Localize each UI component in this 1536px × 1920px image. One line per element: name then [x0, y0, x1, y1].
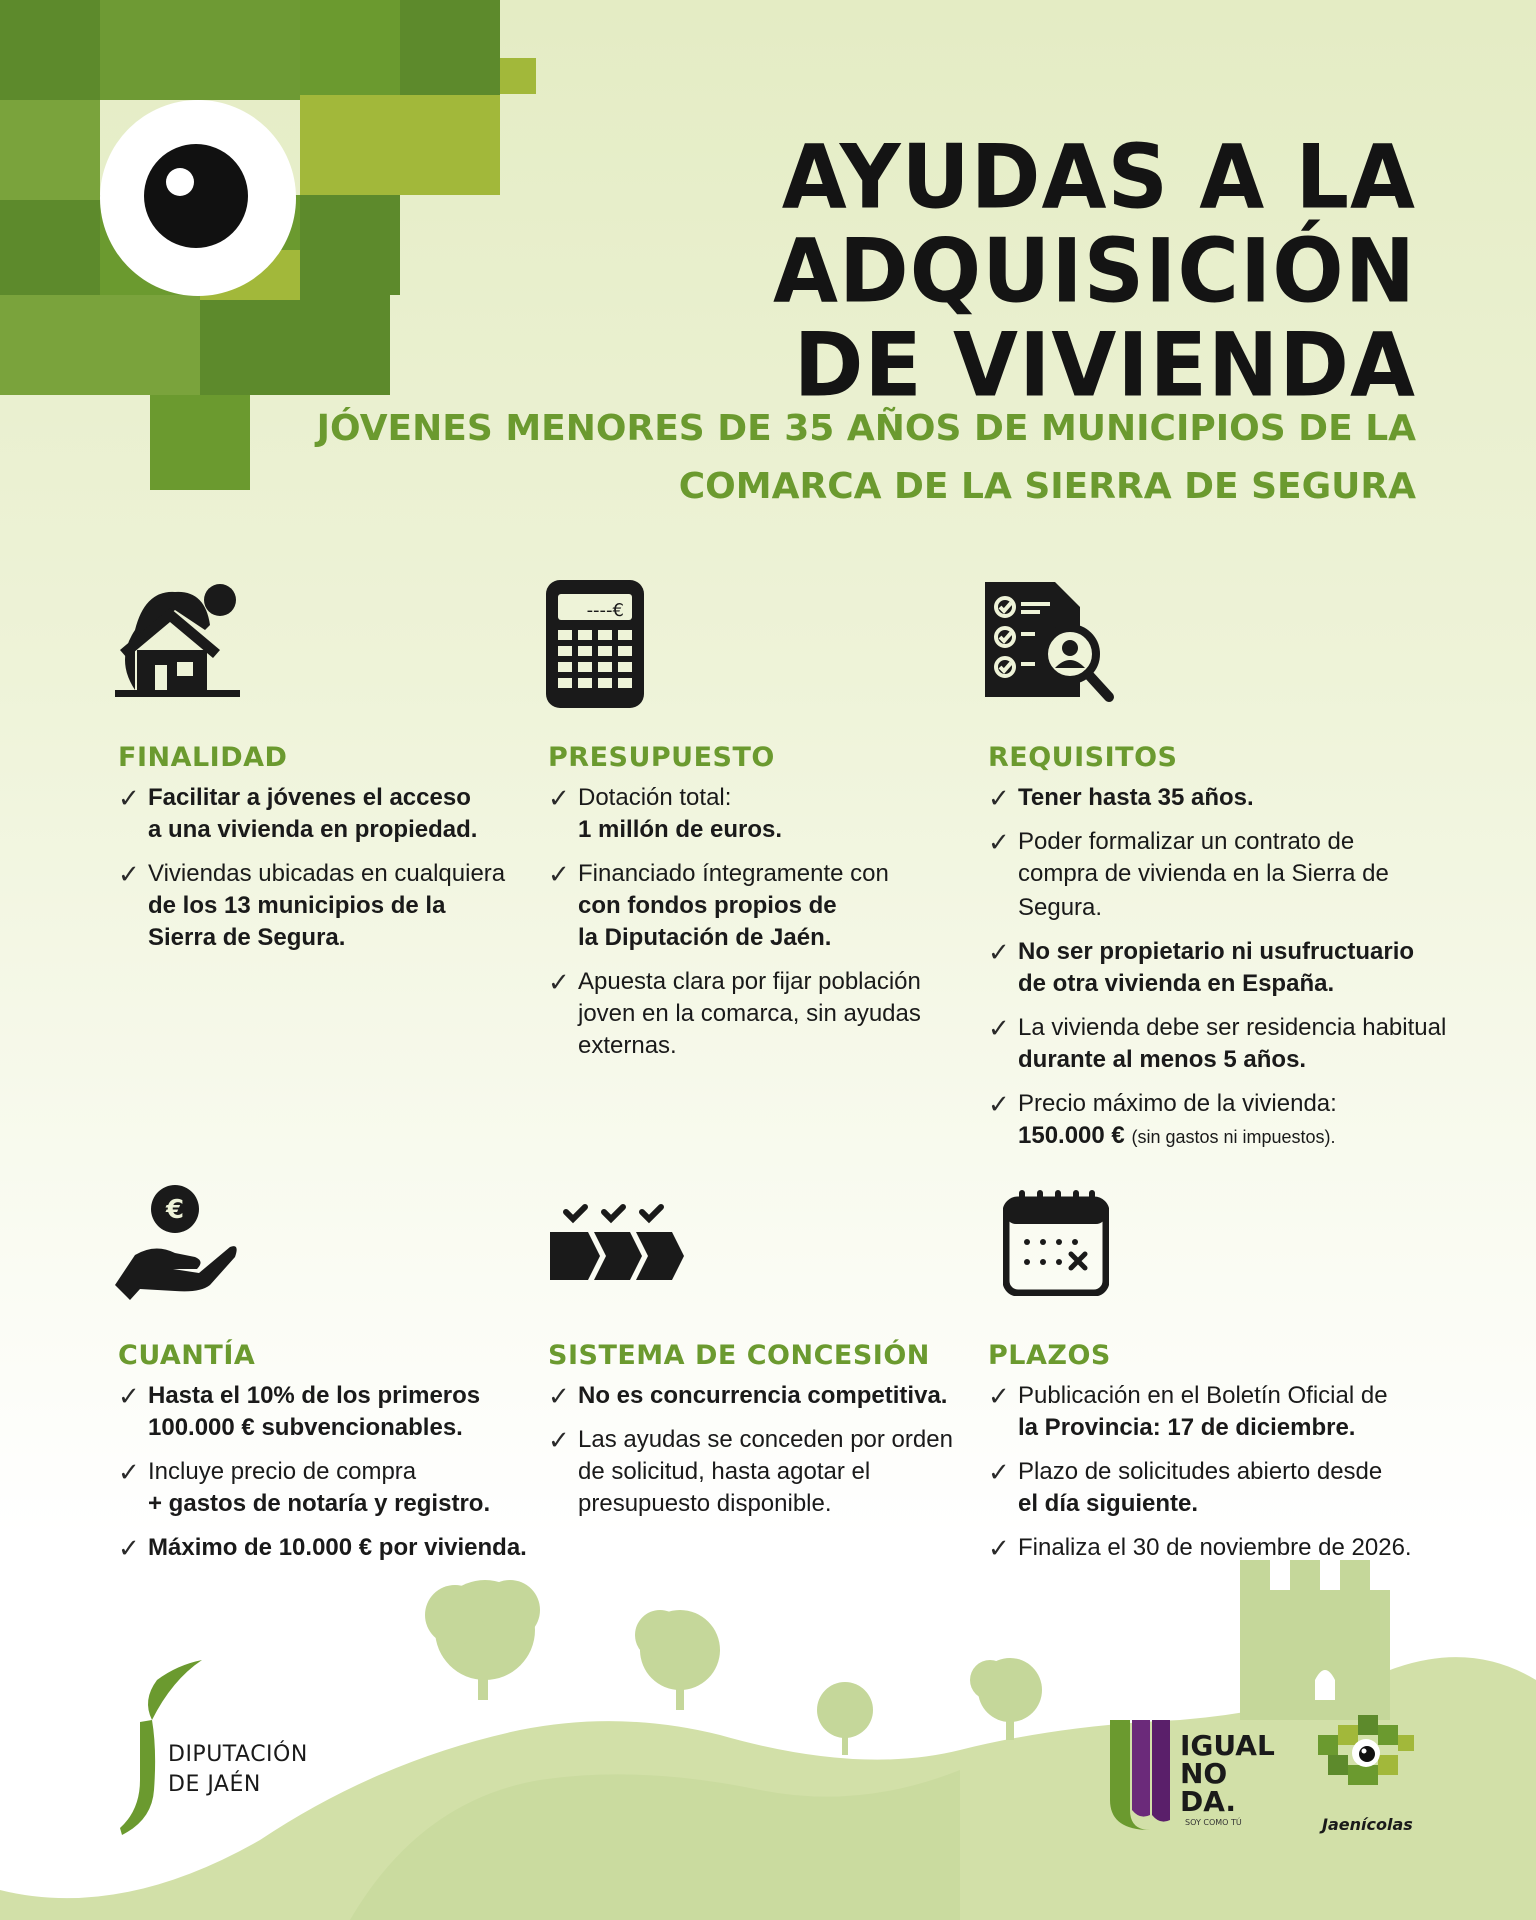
list-item: ✓ No es concurrencia competitiva. [548, 1379, 968, 1413]
list-item: ✓ La vivienda debe ser residencia habitual durante al menos 5 años. [988, 1011, 1458, 1077]
svg-text:€: € [165, 1195, 185, 1225]
calendar-icon [1003, 1190, 1109, 1296]
list-item: ✓ Dotación total: 1 millón de euros. [548, 781, 968, 847]
section-heading: REQUISITOS [988, 742, 1178, 773]
svg-text:----€: ----€ [586, 600, 624, 621]
page-subtitle: JÓVENES MENORES DE 35 AÑOS DE MUNICIPIOS DE LA COMARCA DE LA SIERRA DE SEGURA [316, 408, 1416, 507]
eye-icon [100, 100, 296, 296]
list-item: ✓ Precio máximo de la vivienda: 150.000 € (sin gastos ni impuestos). [988, 1087, 1458, 1154]
page-title: AYUDAS A LA ADQUISICIÓN DE VIVIENDA [773, 125, 1416, 417]
igual-no-da-text: IGUAL NO DA. [1180, 1729, 1275, 1818]
list-item: ✓ No ser propietario ni usufructuario de otra vivienda en España. [988, 935, 1458, 1001]
list-item: ✓ Finaliza el 30 de noviembre de 2026. [988, 1531, 1458, 1565]
diputacion-jaen-text: DIPUTACIÓN DE JAÉN [168, 1742, 308, 1797]
list-item: ✓ Plazo de solicitudes abierto desde el día siguiente. [988, 1455, 1458, 1521]
section-heading: PRESUPUESTO [548, 742, 775, 773]
section-sistema [548, 1340, 968, 1531]
list-item: ✓ Hasta el 10% de los primeros 100.000 € subvencionables. [118, 1379, 538, 1445]
section-heading: PLAZOS [988, 1340, 1111, 1371]
list-item: ✓ Poder formalizar un contrato de compra de vivienda en la Sierra de Segura. [988, 825, 1458, 925]
section-presupuesto [548, 742, 968, 1073]
list-item: ✓ Publicación en el Boletín Oficial de la Provincia: 17 de diciembre. [988, 1379, 1458, 1445]
section-plazos [988, 1340, 1458, 1575]
list-item: ✓ Facilitar a jóvenes el acceso a una vivienda en propiedad. [118, 781, 538, 847]
section-finalidad [118, 742, 538, 965]
section-requisitos [988, 742, 1458, 1164]
list-item: ✓ Viviendas ubicadas en cualquiera de los 13 municipios de la Sierra de Segura. [118, 857, 538, 955]
section-heading: SISTEMA DE CONCESIÓN [548, 1340, 930, 1371]
igual-tagline: SOY COMO TÚ [1185, 1818, 1242, 1827]
jaenicolas-logo [1318, 1715, 1418, 1795]
arrows-with-checks-icon [548, 1200, 688, 1290]
list-item: ✓ Financiado íntegramente con con fondos propios de la Diputación de Jaén. [548, 857, 968, 955]
calculator-icon [546, 580, 646, 710]
list-item: ✓ Máximo de 10.000 € por vivienda. [118, 1531, 538, 1565]
list-item: ✓ Las ayudas se conceden por orden de solicitud, hasta agotar el presupuesto disponible. [548, 1423, 968, 1521]
section-heading: CUANTÍA [118, 1340, 256, 1371]
house-with-trees-icon [115, 580, 245, 710]
section-cuantia [118, 1340, 538, 1575]
list-item: ✓ Tener hasta 35 años. [988, 781, 1458, 815]
checklist-magnifier-icon [985, 582, 1115, 712]
section-heading: FINALIDAD [118, 742, 288, 773]
hand-with-euro-coin-icon [115, 1185, 245, 1305]
jaenicolas-text: Jaenícolas [1322, 1815, 1413, 1834]
list-item: ✓ Apuesta clara por fijar población joven en la comarca, sin ayudas externas. [548, 965, 968, 1063]
list-item: ✓ Incluye precio de compra + gastos de notaría y registro. [118, 1455, 538, 1521]
